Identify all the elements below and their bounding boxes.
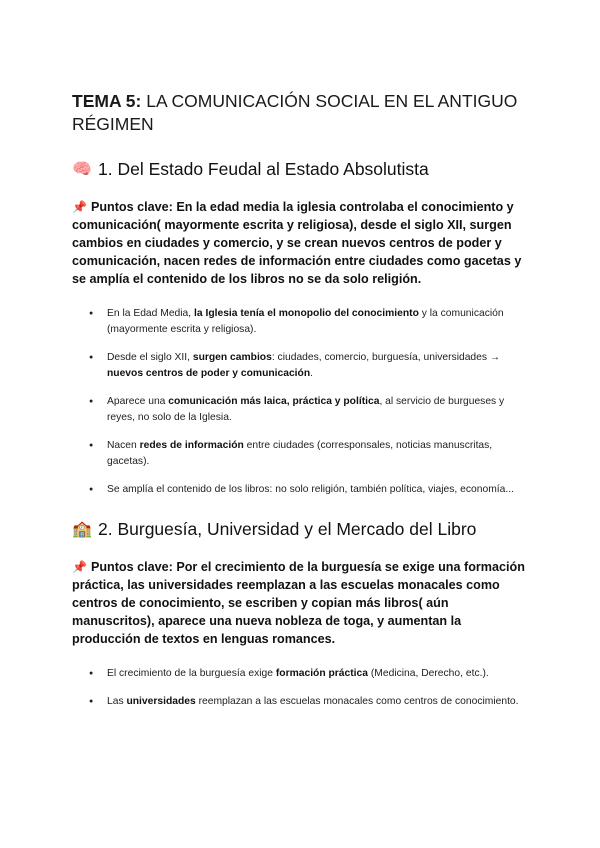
bullet-text: entre ciudades (corresponsales, noticias manuscritas, gacetas). — [107, 440, 493, 467]
list-item — [72, 438, 528, 469]
bullet-list — [72, 666, 528, 710]
bullet-text: En la Edad Media, — [107, 308, 195, 319]
bullet-text: reemplazan a las escuelas monacales como centros de conocimiento. — [195, 696, 519, 707]
key-points-label: Puntos clave: — [90, 200, 173, 214]
key-points — [72, 198, 528, 288]
bullet-text: Se amplía el contenido de los libros: no solo religión, también política, viajes, economía... — [107, 484, 514, 495]
pushpin-icon: 📌 — [72, 200, 87, 214]
list-item — [72, 350, 528, 381]
bullet-text: : ciudades, comercio, burguesía, universidades — [271, 352, 490, 363]
bullet-text: El crecimiento de la burguesía exige — [107, 667, 276, 679]
section-heading — [72, 158, 528, 180]
bullet-text: . — [310, 367, 314, 379]
title-text: LA COMUNICACIÓN SOCIAL EN EL ANTIGUO RÉGIMEN — [72, 91, 518, 134]
bullet-text: Desde el siglo XII, — [107, 352, 193, 363]
bullet-emphasis: la Iglesia tenía el monopolio del conocimiento — [194, 308, 419, 319]
list-item — [72, 482, 528, 498]
bullet-emphasis: → nuevos centros de poder y comunicación — [107, 352, 501, 379]
key-points-text: Por el crecimiento de la burguesía se exige una formación práctica, las universidades reemplazan a las escuelas monacales como centros de conocimiento, se escriben y copian más libros( aún manuscritos), aparece una nueva nobleza de toga, y aumentan la producción de textos en lenguas romances. — [72, 559, 525, 646]
bullet-emphasis: redes de información — [139, 440, 244, 451]
bullet-text: Aparece una — [107, 396, 169, 407]
key-points — [72, 558, 528, 648]
key-points-text: En la edad media la iglesia controlaba el conocimiento y comunicación( mayormente escrita y religiosa), desde el siglo XII, surgen cambios en ciudades y comercio, y se crean nuevos centros de poder y comunicación, nacen redes de información entre ciudades como gacetas y se amplía el contenido de los libros no se da solo religión. — [72, 200, 522, 286]
bullet-emphasis: surgen cambios — [192, 352, 272, 363]
bullet-emphasis: comunicación más laica, práctica y política — [168, 396, 380, 407]
list-item — [72, 306, 528, 337]
pushpin-icon: 📌 — [72, 559, 87, 574]
section-heading-text: 2. Burguesía, Universidad y el Mercado del Libro — [98, 518, 477, 539]
page-title — [72, 90, 528, 136]
bullet-emphasis: formación práctica — [275, 667, 368, 679]
section-feudal-absolutista — [72, 158, 528, 498]
bullet-text: Las — [107, 696, 127, 707]
list-item — [72, 394, 528, 425]
list-item — [72, 694, 528, 710]
section-heading-text: 1. Del Estado Feudal al Estado Absolutista — [98, 159, 429, 179]
bullet-text: , al servicio de burgueses y reyes, no solo de la Iglesia. — [107, 396, 505, 423]
section-burguesia-universidad — [72, 518, 528, 710]
bullet-emphasis: universidades — [126, 696, 196, 707]
school-icon: 🏫 — [72, 518, 92, 538]
bullet-text: Nacen — [107, 440, 140, 451]
title-prefix: TEMA 5: — [72, 91, 142, 111]
bullet-text: y la comunicación (mayormente escrita y religiosa). — [107, 308, 504, 335]
bullet-list — [72, 306, 528, 498]
key-points-label: Puntos clave: — [90, 559, 173, 574]
brain-icon: 🧠 — [72, 159, 92, 178]
section-heading — [72, 518, 528, 540]
bullet-text: (Medicina, Derecho, etc.). — [368, 667, 489, 679]
list-item — [72, 666, 528, 682]
